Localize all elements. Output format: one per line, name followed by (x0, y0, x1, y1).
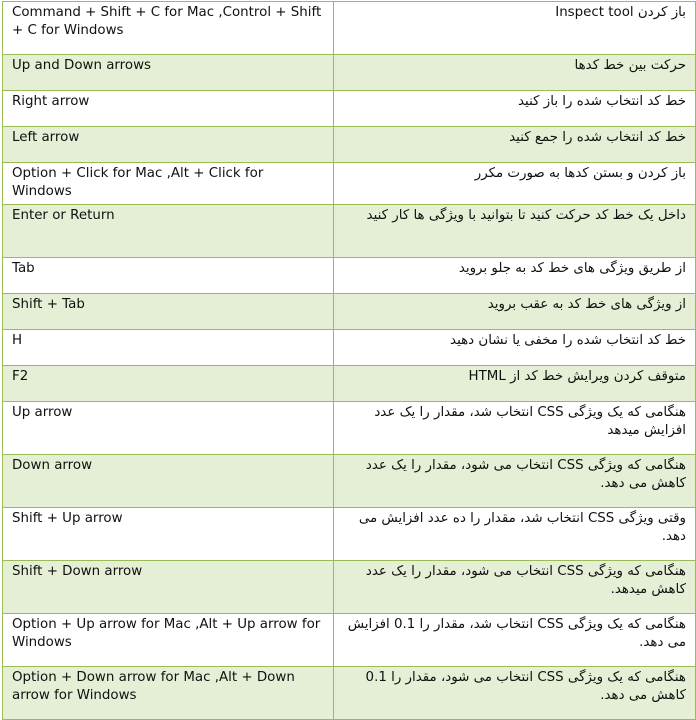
shortcut-key-cell: Right arrow (3, 91, 334, 127)
table-row (3, 667, 696, 720)
table-row (3, 455, 696, 508)
table-row (3, 614, 696, 667)
shortcut-key-cell: Up arrow (3, 402, 334, 455)
shortcut-key-cell: Down arrow (3, 455, 334, 508)
table-row (3, 330, 696, 366)
shortcut-description-cell: وقتی ویژگی CSS انتخاب شد، مقدار را ده عدد افزایش می دهد. (334, 508, 696, 561)
shortcut-description-cell: باز کردن Inspect tool (334, 2, 696, 55)
table-row (3, 366, 696, 402)
table-row (3, 91, 696, 127)
shortcut-description-cell: خط کد انتخاب شده را مخفی یا نشان دهید (334, 330, 696, 366)
shortcut-description-cell: از طریق ویژگی های خط کد به جلو بروید (334, 258, 696, 294)
shortcut-table (2, 1, 696, 720)
shortcut-description-cell: هنگامی که یک ویژگی CSS انتخاب شد، مقدار را یک عدد افزایش میدهد (334, 402, 696, 455)
shortcut-description-cell: از ویژگی های خط کد به عقب بروید (334, 294, 696, 330)
shortcut-key-cell: H (3, 330, 334, 366)
table-row (3, 127, 696, 163)
shortcut-description-cell: باز کردن و بستن کدها به صورت مکرر (334, 163, 696, 205)
shortcut-description-cell: هنگامی که یک ویژگی CSS انتخاب می شود، مقدار را 0.1 کاهش می دهد. (334, 667, 696, 720)
shortcut-key-cell: Option + Click for Mac ,Alt + Click for Windows (3, 163, 334, 205)
shortcut-key-cell: Tab (3, 258, 334, 294)
shortcut-key-cell: Left arrow (3, 127, 334, 163)
table-row (3, 294, 696, 330)
shortcut-key-cell: Up and Down arrows (3, 55, 334, 91)
shortcut-description-cell: هنگامی که ویژگی CSS انتخاب می شود، مقدار را یک عدد کاهش می دهد. (334, 455, 696, 508)
table-row (3, 205, 696, 258)
table-row (3, 2, 696, 55)
shortcut-description-cell: خط کد انتخاب شده را جمع کنید (334, 127, 696, 163)
table-row (3, 163, 696, 205)
table-row (3, 561, 696, 614)
shortcut-key-cell: Command + Shift + C for Mac ,Control + Shift + C for Windows (3, 2, 334, 55)
shortcut-key-cell: Option + Down arrow for Mac ,Alt + Down arrow for Windows (3, 667, 334, 720)
table-row (3, 258, 696, 294)
shortcut-description-cell: هنگامی که یک ویژگی CSS انتخاب شد، مقدار را 0.1 افزایش می دهد. (334, 614, 696, 667)
table-row (3, 508, 696, 561)
shortcut-description-cell: حرکت بین خط کدها (334, 55, 696, 91)
shortcut-description-cell: هنگامی که ویژگی CSS انتخاب می شود، مقدار را یک عدد کاهش میدهد. (334, 561, 696, 614)
shortcut-key-cell: Option + Up arrow for Mac ,Alt + Up arrow for Windows (3, 614, 334, 667)
shortcut-description-cell: خط کد انتخاب شده را باز کنید (334, 91, 696, 127)
shortcut-key-cell: Shift + Tab (3, 294, 334, 330)
shortcut-key-cell: Shift + Down arrow (3, 561, 334, 614)
shortcut-description-cell: متوقف کردن ویرایش خط کد از HTML (334, 366, 696, 402)
shortcut-key-cell: Shift + Up arrow (3, 508, 334, 561)
shortcut-description-cell: داخل یک خط کد حرکت کنید تا بتوانید با ویژگی ها کار کنید (334, 205, 696, 258)
shortcut-key-cell: Enter or Return (3, 205, 334, 258)
table-row (3, 55, 696, 91)
shortcut-key-cell: F2 (3, 366, 334, 402)
table-row (3, 402, 696, 455)
